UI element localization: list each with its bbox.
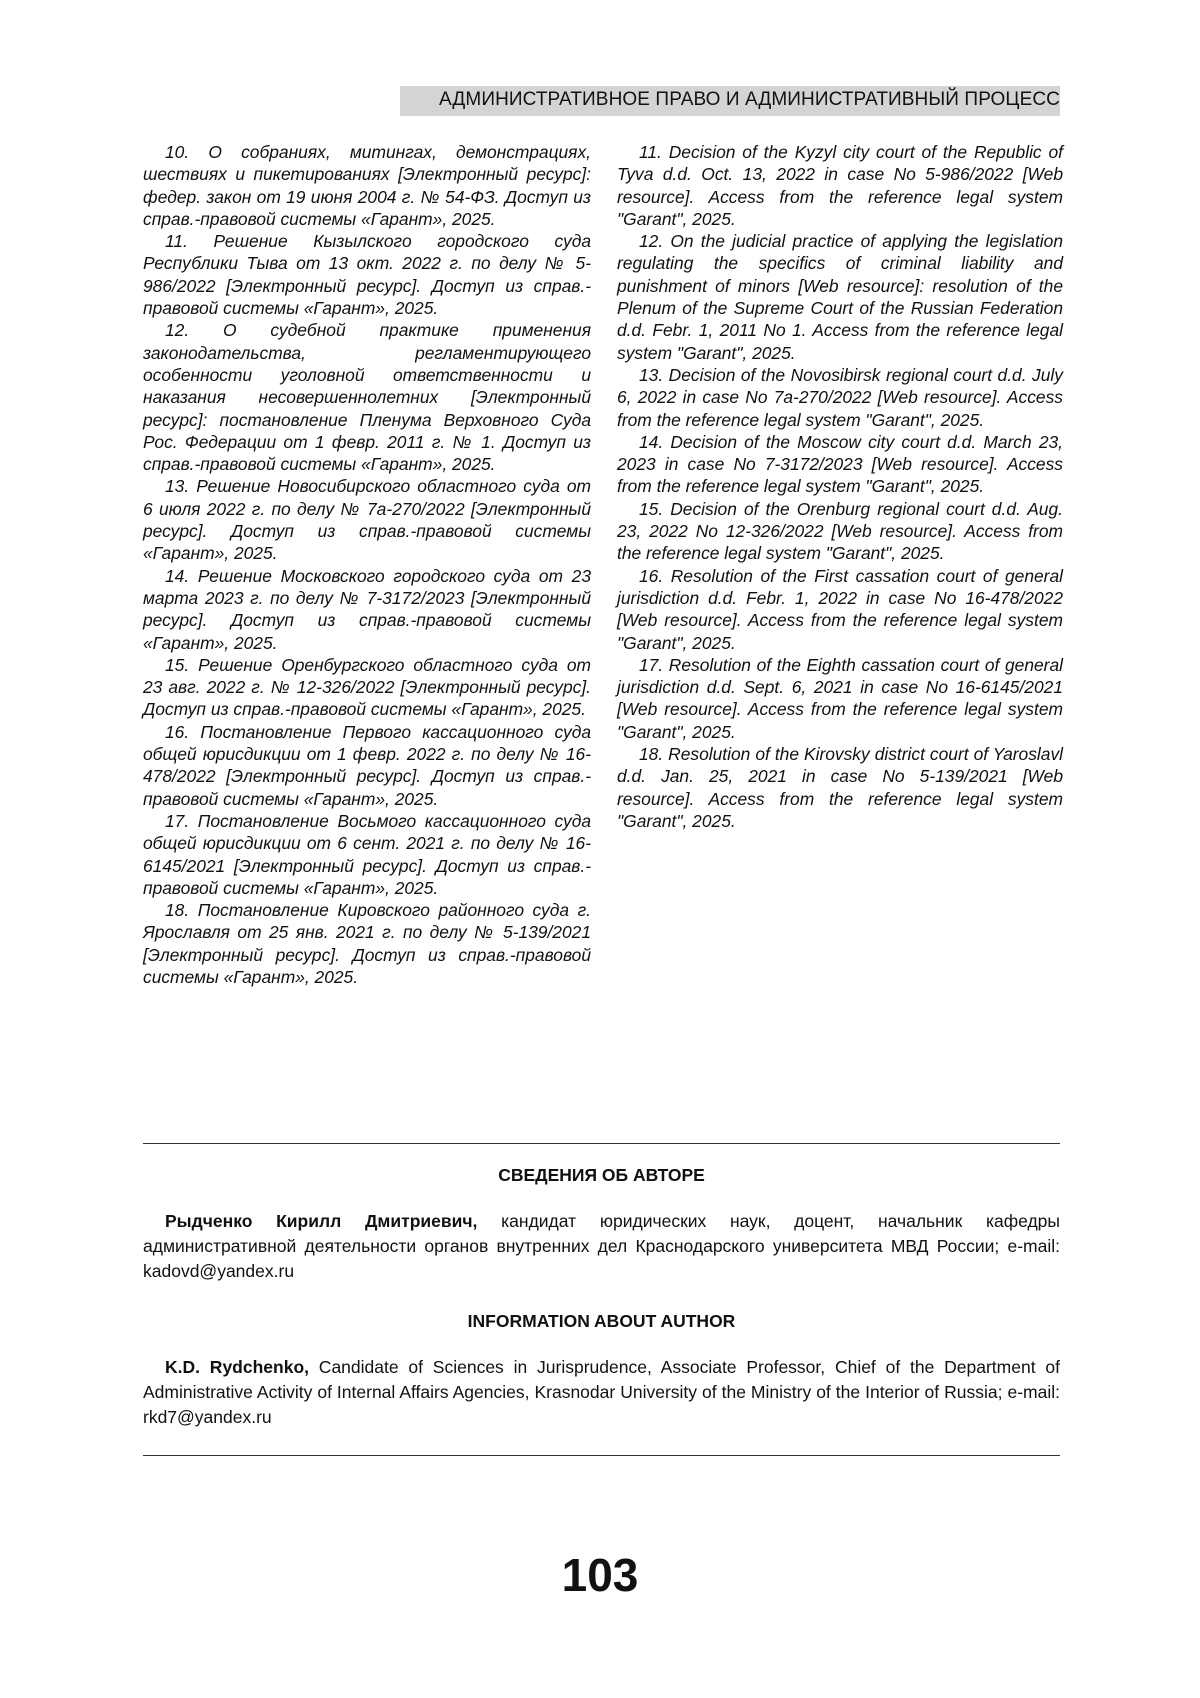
running-header: АДМИНИСТРАТИВНОЕ ПРАВО И АДМИНИСТРАТИВНЫЙ ПРОЦЕСС [439,89,1060,110]
author-bio-ru [143,1209,1060,1284]
reference-item: 16. Постановление Первого кассационного суда общей юрисдикции от 1 февр. 2022 г. по делу № 16-478/2022 [Электронный ресурс]. Доступ из справ.-правовой системы «Гарант», 2025. [143,721,591,809]
reference-item: 18. Resolution of the Kirovsky district court of Yaroslavl d.d. Jan. 25, 2021 in case No 5-139/2021 [Web resource]. Access from the reference legal system "Garant", 2025. [617,744,1063,831]
author-heading-ru: СВЕДЕНИЯ ОБ АВТОРЕ [498,1165,705,1185]
reference-item: 11. Decision of the Kyzyl city court of the Republic of Tyva d.d. Oct. 13, 2022 in case No 5-986/2022 [Web resource]. Access from the reference legal system "Garant", 2025. [617,142,1063,229]
reference-item: 17. Resolution of the Eighth cassation court of general jurisdiction d.d. Sept. 6, 2021 in case No 16-6145/2021 [Web resource]. Access from the reference legal system "Garant", 2025. [617,654,1063,742]
reference-item: 11. Решение Кызылского городского суда Республики Тыва от 13 окт. 2022 г. по делу № 5-986/2022 [Электронный ресурс]. Доступ из справ.-правовой системы «Гарант», 2025. [143,231,591,319]
references-ru-column [143,141,591,988]
reference-item: 15. Решение Оренбургского областного суда от 23 авг. 2022 г. № 12-326/2022 [Электронный ресурс]. Доступ из справ.-правовой системы «Гарант», 2025. [143,654,591,720]
reference-item: 16. Resolution of the First cassation court of general jurisdiction d.d. Febr. 1, 2022 in case No 16-478/2022 [Web resource]. Access from the reference legal system "Garant", 2025. [617,565,1063,653]
author-bio-en [143,1355,1060,1430]
page-number: 103 [561,1549,639,1601]
reference-item: 12. On the judicial practice of applying the legislation regulating the specifics of criminal liability and punishment of minors [Web resource]: resolution of the Plenum of the Supreme Court of the Russian Federation d.d. Febr. 1, 2011 No 1. Access from the reference legal system "Garant", 2025. [617,231,1063,363]
references-en-column [617,141,1063,832]
section-divider-top [143,1143,1060,1144]
author-heading-en: INFORMATION ABOUT AUTHOR [467,1311,736,1331]
reference-item: 13. Решение Новосибирского областного суда от 6 июля 2022 г. по делу № 7а-270/2022 [Электронный ресурс]. Доступ из справ.-правовой системы «Гарант», 2025. [143,476,591,564]
author-description-en: Candidate of Sciences in Jurisprudence, Associate Professor, Chief of the Department of Administrative Activity of Internal Affairs Agencies, Krasnodar University of the Ministry of the Interior of Russia; e-mail: rkd7@yandex.ru [143,1357,1060,1427]
reference-item: 13. Decision of the Novosibirsk regional court d.d. July 6, 2022 in case No 7a-270/2022 [Web resource]. Access from the reference legal system "Garant", 2025. [617,364,1063,430]
reference-item: 18. Постановление Кировского районного суда г. Ярославля от 25 янв. 2021 г. по делу № 5-139/2021 [Электронный ресурс]. Доступ из справ.-правовой системы «Гарант», 2025. [143,900,591,987]
section-divider-bottom [143,1455,1060,1456]
reference-item: 17. Постановление Восьмого кассационного суда общей юрисдикции от 6 сент. 2021 г. по делу № 16-6145/2021 [Электронный ресурс]. Доступ из справ.-правовой системы «Гарант», 2025. [143,810,591,898]
reference-item: 12. О судебной практике применения законодательства, регламентирующего особенности уголовной ответственности и наказания несовершеннолетних [Электронный ресурс]: постановление Пленума Верховного Суда Рос. Федерации от 1 февр. 2011 г. № 1. Доступ из справ.-правовой системы «Гарант», 2025. [143,320,591,475]
reference-item: 14. Решение Московского городского суда от 23 марта 2023 г. по делу № 7-3172/2023 [Электронный ресурс]. Доступ из справ.-правовой системы «Гарант», 2025. [143,565,591,653]
author-description-ru: кандидат юридических наук, доцент, начальник кафедры административной деятельности органов внутренних дел Краснодарского университета МВД России; e-mail: kadovd@yandex.ru [143,1211,1060,1281]
author-name-en: K.D. Rydchenko, [165,1357,309,1377]
reference-item: 15. Decision of the Orenburg regional court d.d. Aug. 23, 2022 No 12-326/2022 [Web resource]. Access from the reference legal system "Garant", 2025. [617,498,1063,564]
author-name-ru: Рыдченко Кирилл Дмитриевич, [165,1211,478,1231]
reference-item: 10. О собраниях, митингах, демонстрациях, шествиях и пикетированиях [Электронный ресурс]: федер. закон от 19 июня 2004 г. № 54-ФЗ. Доступ из справ.-правовой системы «Гарант», 2025. [143,142,591,229]
reference-item: 14. Decision of the Moscow city court d.d. March 23, 2023 in case No 7-3172/2023 [Web resource]. Access from the reference legal system "Garant", 2025. [617,431,1063,497]
